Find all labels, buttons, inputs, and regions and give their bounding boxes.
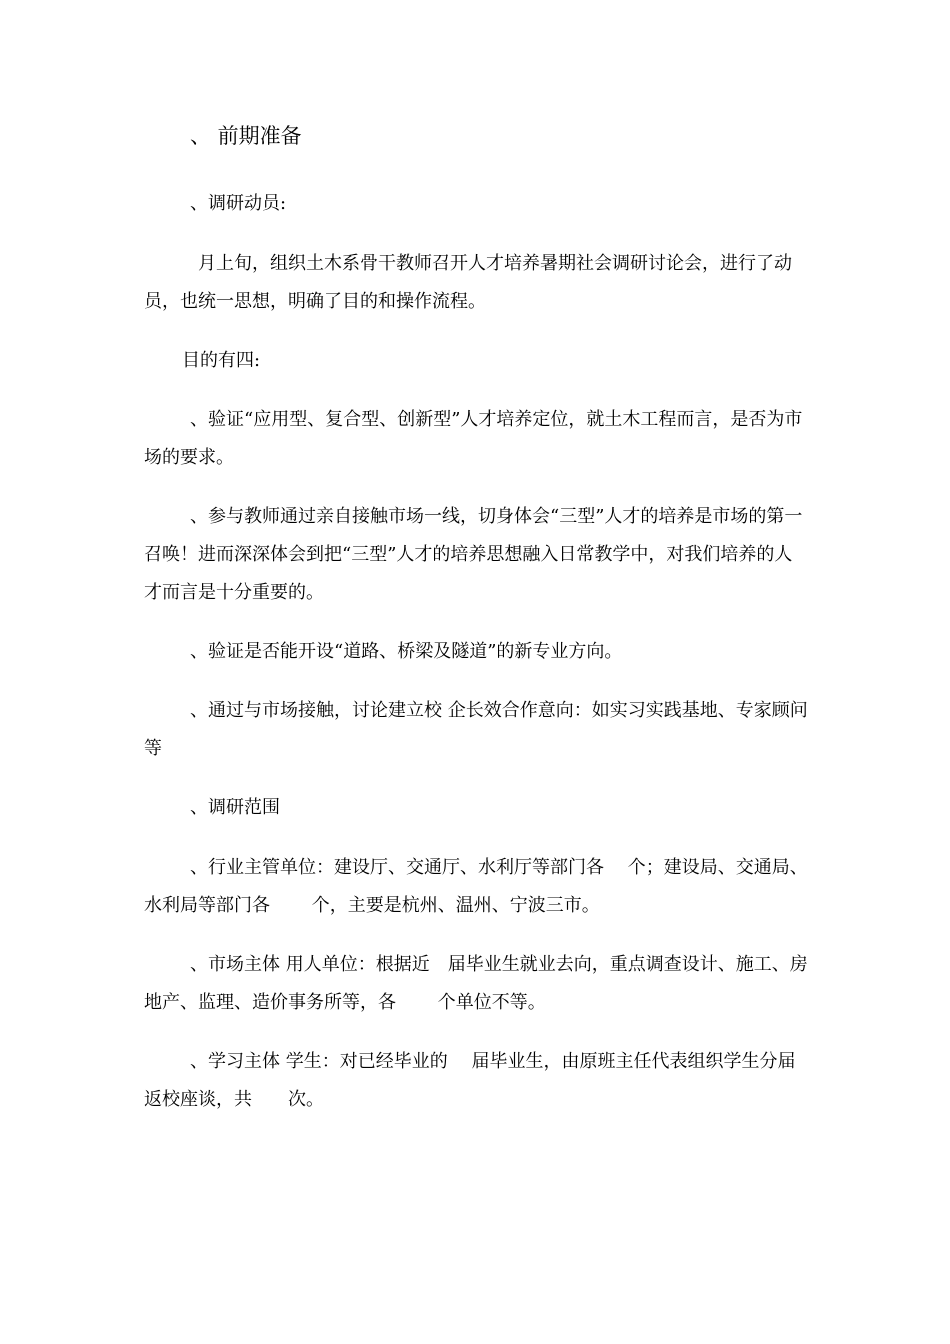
subsection-mobilization: 、调研动员: (190, 193, 287, 214)
section-heading: 、 前期准备 (190, 124, 302, 148)
mobilization-paragraph: 月上旬，组织土木系骨干教师召开人才培养暑期社会调研讨论会，进行了动员，也统一思想，明确了目的和操作流程。 (144, 253, 792, 312)
purpose-item-2: 、参与教师通过亲自接触市场一线，切身体会“三型”人才的培养是市场的第一召唤！进而深深体会到把“三型”人才的培养思想融入日常教学中，对我们培养的人才而言是十分重要的。 (144, 506, 803, 603)
scope-item-3: 、学习主体 学生：对已经毕业的 届毕业生，由原班主任代表组织学生分届返校座谈，共 次。 (144, 1051, 796, 1110)
scope-item-1: 、行业主管单位：建设厅、交通厅、水利厅等部门各 个；建设局、交通局、水利局等部门各 个，主要是杭州、温州、宁波三市。 (144, 857, 808, 916)
subsection-scope: 、调研范围 (190, 797, 280, 818)
scope-item-2: 、市场主体 用人单位：根据近 届毕业生就业去向，重点调查设计、施工、房地产、监理、造价事务所等，各 个单位不等。 (144, 954, 808, 1013)
purpose-item-1: 、验证“应用型、复合型、创新型”人才培养定位，就土木工程而言，是否为市场的要求。 (144, 409, 803, 468)
purpose-item-4: 、通过与市场接触，讨论建立校 企长效合作意向：如实习实践基地、专家顾问等 (144, 700, 808, 759)
purpose-item-3: 、验证是否能开设“道路、桥梁及隧道”的新专业方向。 (190, 641, 623, 662)
purposes-label: 目的有四: (182, 350, 261, 371)
